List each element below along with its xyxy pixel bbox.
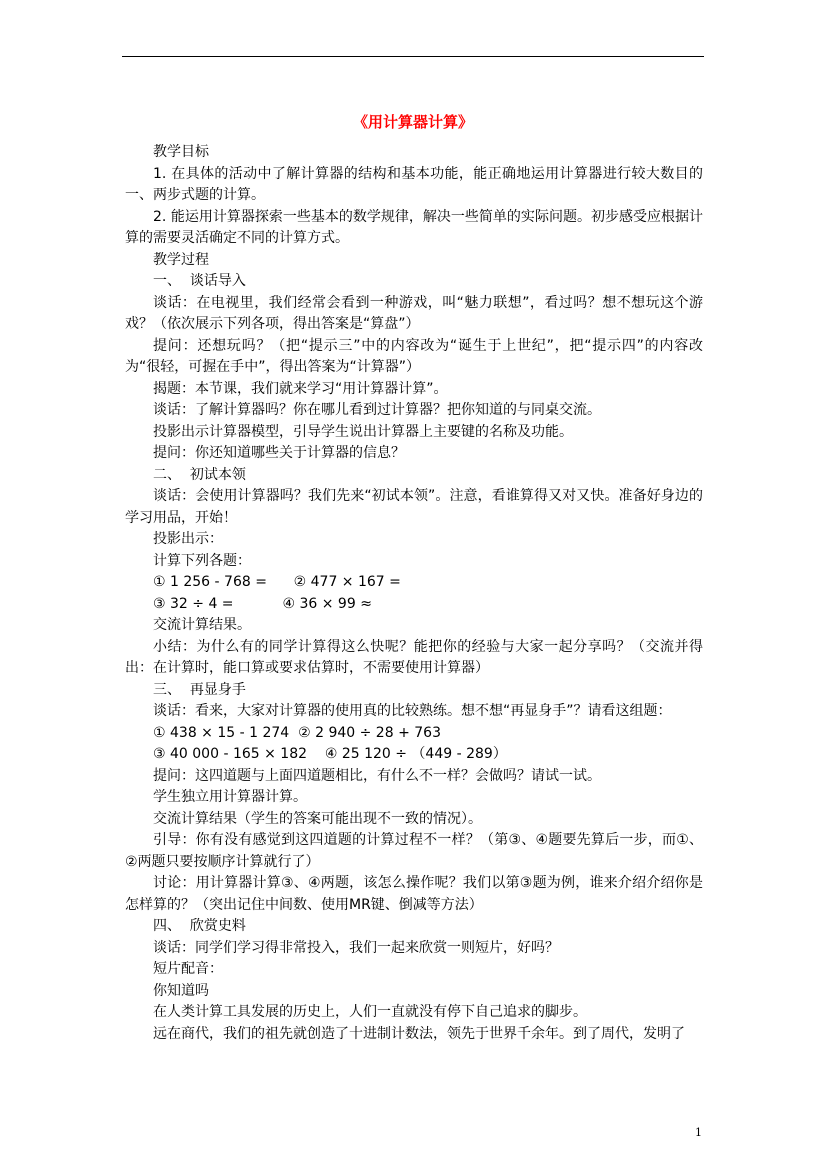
paragraph: 提问：你还知道哪些关于计算器的信息？ xyxy=(153,445,405,461)
paragraph: 短片配音： xyxy=(153,961,223,977)
paragraph: 2. 能运用计算器探索一些基本的数学规律，解决一些简单的实际问题。初步感受应根据计算的需要灵活确定不同的计算方式。 xyxy=(125,208,703,246)
paragraph: 谈话：看来，大家对计算器的使用真的比较熟练。想不想“再显身手”？请看这组题： xyxy=(153,703,672,719)
math-problem-row: ③ 40 000 - 165 × 182 ④ 25 120 ÷ （449 - 289） xyxy=(153,746,507,762)
paragraph: 学生独立用计算器计算。 xyxy=(153,789,307,805)
paragraph: 揭题：本节课，我们就来学习“用计算器计算”。 xyxy=(153,380,448,397)
paragraph: 1. 在具体的活动中了解计算器的结构和基本功能，能正确地运用计算器进行较大数目的一、两步式题的计算。 xyxy=(125,165,703,203)
math-problem-row: ① 438 × 15 - 1 274 ② 2 940 ÷ 28 + 763 xyxy=(153,724,441,741)
page-number: 1 xyxy=(695,1126,702,1139)
paragraph: 在人类计算工具发展的历史上，人们一直就没有停下自己追求的脚步。 xyxy=(153,1004,587,1020)
paragraph: 远在商代，我们的祖先就创造了十进制计数法，领先于世界千余年。到了周代，发明了 xyxy=(153,1025,685,1042)
paragraph: 交流计算结果（学生的答案可能出现不一致的情况）。 xyxy=(153,810,482,827)
paragraph: 提问：还想玩吗？（把“提示三”中的内容改为“诞生于上世纪”，把“提示四”的内容改为“很轻，可握在手中”，得出答案为“计算器”） xyxy=(125,337,703,375)
section-heading: 一、 谈话导入 xyxy=(153,273,246,289)
section-heading: 二、 初试本领 xyxy=(153,466,246,483)
header-rule xyxy=(122,56,704,57)
section-heading: 四、 欣赏史料 xyxy=(153,918,246,934)
paragraph: 小结：为什么有的同学计算得这么快呢？能把你的经验与大家一起分享吗？（交流并得出：在计算时，能口算或要求估算时，不需要使用计算器） xyxy=(125,638,703,676)
document-body xyxy=(125,142,703,1045)
paragraph: 教学目标 xyxy=(153,144,209,160)
paragraph: 投影出示： xyxy=(153,531,223,547)
section-heading: 三、 再显身手 xyxy=(153,681,246,698)
paragraph: 谈话：了解计算器吗？你在哪儿看到过计算器？把你知道的与同桌交流。 xyxy=(153,402,601,418)
paragraph: 你知道吗 xyxy=(153,982,209,999)
paragraph: 交流计算结果。 xyxy=(153,617,251,633)
paragraph: 提问：这四道题与上面四道题相比，有什么不一样？会做吗？请试一试。 xyxy=(153,767,601,784)
paragraph: 投影出示计算器模型，引导学生说出计算器上主要键的名称及功能。 xyxy=(153,423,573,440)
math-problem-row: ① 1 256 - 768 = ② 477 × 167 = xyxy=(153,574,401,590)
paragraph: 讨论：用计算器计算③、④两题，该怎么操作呢？我们以第③题为例，谁来介绍介绍你是怎样算的？（突出记住中间数、使用MR键、倒减等方法） xyxy=(125,875,703,913)
paragraph: 谈话：同学们学习得非常投入，我们一起来欣赏一则短片，好吗？ xyxy=(153,939,559,956)
paragraph: 谈话：会使用计算器吗？我们先来“初试本领”。注意，看谁算得又对又快。准备好身边的学习用品，开始！ xyxy=(125,488,703,526)
document-title: 《用计算器计算》 xyxy=(352,113,473,131)
math-problem-row: ③ 32 ÷ 4 = ④ 36 × 99 ≈ xyxy=(153,595,372,612)
paragraph: 教学过程 xyxy=(153,251,209,268)
paragraph: 谈话：在电视里，我们经常会看到一种游戏，叫“魅力联想”，看过吗？想不想玩这个游戏？（依次展示下列各项，得出答案是“算盘”） xyxy=(125,294,703,332)
paragraph: 计算下列各题： xyxy=(153,552,251,569)
paragraph: 引导：你有没有感觉到这四道题的计算过程不一样？（第③、④题要先算后一步，而①、②两题只要按顺序计算就行了） xyxy=(125,832,703,870)
